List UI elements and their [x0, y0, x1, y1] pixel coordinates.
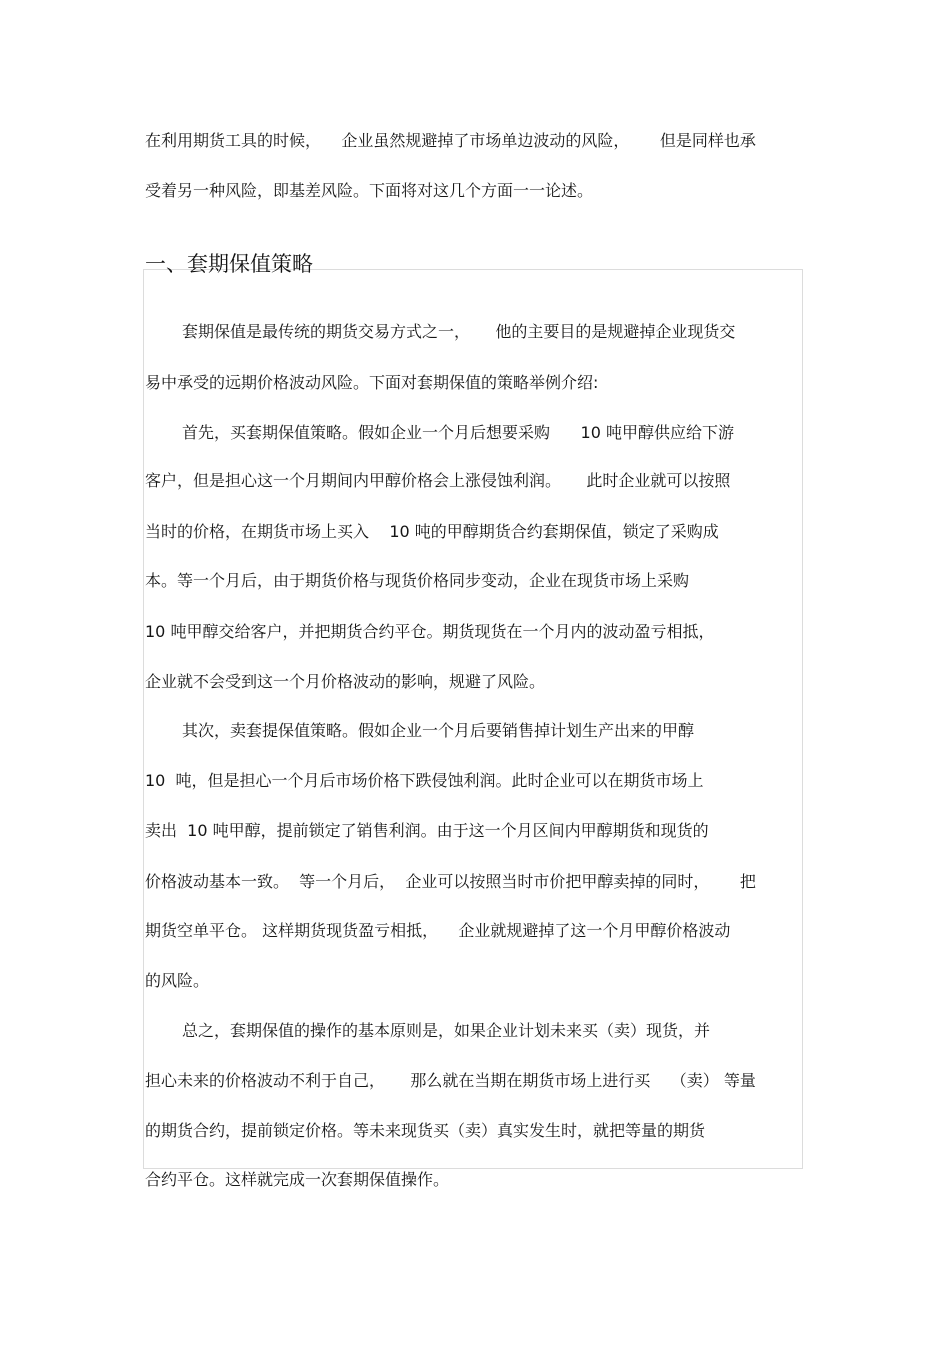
paragraph-line: 企业就不会受到这一个月价格波动的影响，规避了风险。: [145, 672, 546, 691]
paragraph-line: 客户，但是担心这一个月期间内甲醇价格会上涨侵蚀利润。 此时企业就可以按照: [145, 471, 731, 490]
paragraph-line: 期货空单平仓。 这样期货现货盈亏相抵， 企业就规避掉了这一个月甲醇价格波动: [145, 921, 731, 940]
paragraph-line: 易中承受的远期价格波动风险。下面对套期保值的策略举例介绍:: [145, 373, 599, 392]
paragraph-line: 10 吨，但是担心一个月后市场价格下跌侵蚀利润。此时企业可以在期货市场上: [145, 771, 704, 790]
paragraph-line: 的风险。: [145, 971, 210, 990]
paragraph-line: 的期货合约，提前锁定价格。等未来现货买（卖）真实发生时，就把等量的期货: [145, 1121, 706, 1140]
intro-line-2: 受着另一种风险，即基差风险。下面将对这几个方面一一论述。: [145, 181, 594, 200]
intro-line-1: 在利用期货工具的时候， 企业虽然规避掉了市场单边波动的风险， 但是同样也承: [145, 131, 756, 150]
paragraph-line: 本。等一个月后，由于期货价格与现货价格同步变动，企业在现货市场上采购: [145, 571, 690, 590]
section-heading: 一、套期保值策略: [145, 252, 313, 276]
paragraph-line: 合约平仓。这样就完成一次套期保值操作。: [145, 1170, 450, 1189]
paragraph-line: 担心未来的价格波动不利于自己， 那么就在当期在期货市场上进行买 （卖） 等量: [145, 1071, 756, 1090]
paragraph-line: 套期保值是最传统的期货交易方式之一， 他的主要目的是规避掉企业现货交: [182, 322, 736, 341]
paragraph-line: 当时的价格，在期货市场上买入 10 吨的甲醇期货合约套期保值，锁定了采购成: [145, 522, 719, 541]
paragraph-line: 10 吨甲醇交给客户，并把期货合约平仓。期货现货在一个月内的波动盈亏相抵，: [145, 622, 715, 641]
paragraph-line: 其次，卖套提保值策略。假如企业一个月后要销售掉计划生产出来的甲醇: [182, 721, 695, 740]
paragraph-line: 卖出 10 吨甲醇，提前锁定了销售利润。由于这一个月区间内甲醇期货和现货的: [145, 821, 709, 840]
paragraph-line: 首先，买套期保值策略。假如企业一个月后想要采购 10 吨甲醇供应给下游: [182, 423, 734, 442]
paragraph-line: 总之，套期保值的操作的基本原则是，如果企业计划未来买（卖）现货，并: [182, 1021, 711, 1040]
paragraph-line: 价格波动基本一致。 等一个月后， 企业可以按照当时市价把甲醇卖掉的同时， 把: [145, 872, 756, 891]
